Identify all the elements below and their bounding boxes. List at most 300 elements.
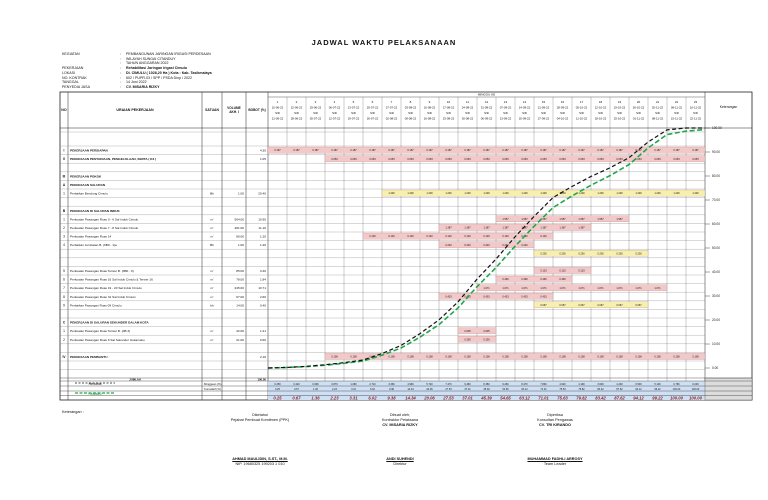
cumulative-value: 37.01 <box>464 388 471 391</box>
cumulative-big: 20.06 <box>424 395 435 401</box>
week-number: 6 <box>371 100 374 104</box>
bar-value: 0.108 <box>407 355 414 359</box>
bar-value: 0.460 <box>521 278 528 282</box>
bar-value: 0.187 <box>331 149 338 153</box>
cumulative-big: 3.31 <box>349 395 358 401</box>
week-sd: S/D <box>484 111 489 115</box>
weekly-value: 2.710 <box>369 383 376 386</box>
weekly-value: 0.250 <box>274 383 281 386</box>
week-sd: S/D <box>465 111 470 115</box>
summary-total-label: JUMLAH <box>129 377 141 382</box>
weekly-value: 4.200 <box>616 383 623 386</box>
cumulative-value: 6.02 <box>370 388 375 391</box>
scale-label: 70.00 <box>712 198 720 203</box>
bar-value: 1.200 <box>388 192 395 196</box>
weekly-value: 0.780 <box>673 383 680 386</box>
week-sd: S/D <box>617 111 622 115</box>
week-start: 21-09-22 <box>537 105 550 110</box>
week-start: 07-09-22 <box>499 105 512 110</box>
row-satuan: m' <box>210 294 214 299</box>
bar-value: 1.071 <box>521 286 528 290</box>
weekly-value: 7.890 <box>540 383 547 386</box>
cumulative-big: 9.38 <box>387 395 396 401</box>
week-start: 05-10-22 <box>575 105 588 110</box>
info-colon: : <box>120 75 121 80</box>
weekly-value: 6.500 <box>635 383 642 386</box>
bar-value: 1.200 <box>540 192 547 196</box>
bar-value: 0.187 <box>483 149 490 153</box>
bar-value: 0.187 <box>464 149 471 153</box>
weekly-value: 4.620 <box>559 383 566 386</box>
header-uraian: URAIAN PEKERJAAN <box>116 108 154 112</box>
row-satuan: Bh <box>210 191 214 196</box>
cumulative-value: 1.36 <box>313 388 318 391</box>
bar-value: 0.133 <box>559 269 566 273</box>
bar-value: 0.300 <box>483 338 490 342</box>
week-end: 23-08-22 <box>442 116 455 121</box>
bar-value: 0.067 <box>540 304 547 307</box>
info-value: PEMBANGUNAN JARINGAN IRIGASI PERDESAAN <box>126 52 211 56</box>
week-number: 20 <box>636 100 641 104</box>
scale-label: 0.00 <box>712 366 719 371</box>
bar-value: 1.387 <box>559 226 566 230</box>
cumulative-big: 14.34 <box>405 395 416 401</box>
bar-value: 0.187 <box>692 149 699 153</box>
cumulative-value: 100.00 <box>672 388 681 391</box>
sig-role1: Diperiksa <box>547 413 563 417</box>
cumulative-big: 2.23 <box>330 395 339 401</box>
week-number: 9 <box>428 100 431 104</box>
week-start: 12-10-22 <box>594 105 607 110</box>
weekly-value: 9.260 <box>502 383 509 386</box>
row-volume: 80.00 <box>236 234 244 239</box>
week-start: 10-08-22 <box>423 105 436 110</box>
week-number: 18 <box>598 100 603 104</box>
row-no: 1 <box>63 329 65 334</box>
sig-name: AHMAD MAULIDIN, S.ST., M.M. <box>232 457 288 461</box>
cumulative-value: 20.06 <box>426 388 433 391</box>
bar-value: 0.133 <box>578 269 585 273</box>
bar-value: 1.200 <box>654 192 661 196</box>
row-no: B <box>62 208 66 213</box>
weekly-value: 4.960 <box>407 383 414 386</box>
bar-value: 0.108 <box>521 355 528 359</box>
bar-value: 1.387 <box>578 226 585 230</box>
info-colon: : <box>120 80 121 85</box>
row-label: PEKERJAAN PENYEDIAAN, PENGELOLAAN, SERTA ( K3 ) <box>70 157 157 162</box>
scale-label: 30.00 <box>712 294 720 299</box>
bar-value: 0.067 <box>635 304 642 307</box>
bar-value: 0.187 <box>274 149 281 153</box>
row-no: 3 <box>63 234 65 239</box>
bar-value: 1.071 <box>540 286 547 290</box>
bar-value: 1.200 <box>673 192 680 196</box>
row-satuan: Bh <box>210 243 214 248</box>
summary-ket-fill <box>705 378 752 400</box>
bar-value: 0.067 <box>597 304 604 307</box>
weekly-value: 3.600 <box>597 383 604 386</box>
week-number: 7 <box>390 100 393 104</box>
bar-value: 1.071 <box>616 286 623 290</box>
info-colon: : <box>120 56 121 61</box>
week-end: 05-07-22 <box>309 116 322 121</box>
week-number: 4 <box>333 100 336 104</box>
sig-id: Team Leader <box>543 462 567 466</box>
cumulative-big: 83.42 <box>595 395 606 401</box>
week-start: 02-11-22 <box>651 105 664 110</box>
cumulative-value: 100.00 <box>691 388 700 391</box>
bar-value: 0.053 <box>540 157 547 161</box>
weekly-value: 0.690 <box>312 383 319 386</box>
row-satuan: m' <box>210 234 214 239</box>
summary-rencana: Rencana <box>88 382 102 386</box>
bar-value: 0.187 <box>369 149 376 153</box>
bar-value: 0.240 <box>483 243 490 247</box>
header-keterangan: Keterangan <box>719 105 738 109</box>
bar-value: 1.387 <box>445 226 452 230</box>
bar-value: 0.187 <box>293 149 300 153</box>
week-start: 26-10-22 <box>632 105 645 110</box>
info-key: PENYEDIA JASA <box>62 84 90 89</box>
bar-value: 1.071 <box>578 286 585 290</box>
progress-bar <box>325 353 705 359</box>
bar-value: 0.053 <box>673 157 680 161</box>
progress-bar <box>439 224 591 230</box>
bar-value: 0.120 <box>426 235 433 239</box>
week-start: 24-08-22 <box>461 105 474 110</box>
cumulative-value: 87.62 <box>616 388 623 391</box>
bar-value: 0.187 <box>578 149 585 153</box>
bar-value: 0.108 <box>350 355 357 359</box>
bar-value: 1.071 <box>483 286 490 290</box>
bar-value: 0.067 <box>616 304 623 307</box>
bar-value: 0.053 <box>521 157 528 161</box>
row-volume: 78.00 <box>236 277 244 282</box>
sig-role1: Diketahui <box>252 413 268 417</box>
cumulative-big: 45.39 <box>481 395 492 401</box>
summary-total-bobot: 100.00 <box>257 377 266 382</box>
cumulative-value: 14.34 <box>407 388 414 391</box>
row-bobot: 1.20 <box>259 243 266 248</box>
cumulative-value: 0.25 <box>275 388 280 391</box>
week-end: 11-10-22 <box>575 116 588 121</box>
bar-value: 0.433 <box>521 295 528 299</box>
info-colon: : <box>120 66 121 71</box>
weekly-value: 7.470 <box>445 383 452 386</box>
bar-value: 0.053 <box>369 157 376 161</box>
cumulative-value: 3.31 <box>351 388 356 391</box>
bar-value: 0.240 <box>521 243 528 247</box>
bar-value: 0.120 <box>407 235 414 239</box>
bar-value: 0.053 <box>654 157 661 161</box>
cumulative-big: 87.62 <box>614 395 625 401</box>
cumulative-big: 99.22 <box>652 395 663 401</box>
bar-value: 0.433 <box>502 295 509 299</box>
week-end: 28-06-22 <box>290 116 303 121</box>
bar-value: 0.108 <box>445 355 452 359</box>
info-colon: : <box>120 84 121 89</box>
bar-value: 1.387 <box>540 226 547 230</box>
summary-per-minggu: Mingguan (%) <box>204 382 222 386</box>
header-satuan: SATUAN <box>205 108 219 112</box>
bar-value: 0.187 <box>502 149 509 153</box>
week-start: 17-08-22 <box>442 105 455 110</box>
bar-value: 0.120 <box>540 235 547 239</box>
info-key: KEGIATAN <box>62 52 80 56</box>
row-label: PEKERJAAN SALURAN <box>70 183 106 187</box>
bar-value: 0.053 <box>331 157 338 161</box>
row-volume: 1.00 <box>237 191 244 196</box>
scale-label: 80.00 <box>712 174 720 179</box>
week-number: 19 <box>617 100 622 104</box>
row-no: 1 <box>63 191 65 196</box>
bar-value: 0.187 <box>521 149 528 153</box>
bar-value: 0.108 <box>369 355 376 359</box>
row-no: III <box>62 174 66 179</box>
signature-ppk <box>200 413 320 467</box>
row-label: Perkuatan Pasangan Ruas 7 - 8 Sal Induk Cimulu <box>70 226 139 230</box>
bar-value: 0.187 <box>312 149 319 153</box>
row-label: Perkuatan Pasangan Ruas 14 <box>70 234 112 239</box>
bar-value: 0.053 <box>559 157 566 161</box>
cumulative-big: 63.12 <box>519 395 530 401</box>
week-start: 16-11-22 <box>689 105 702 110</box>
bar-value: 0.187 <box>426 149 433 153</box>
row-satuan: m' <box>210 217 214 222</box>
bar-value: 0.053 <box>692 157 699 161</box>
row-label: PEKERJAAN PEMBANTU <box>70 355 108 359</box>
week-start: 14-09-22 <box>518 105 531 110</box>
bar-value: 1.071 <box>597 286 604 290</box>
sig-name: ANDI SUHENDI <box>386 457 414 461</box>
header-volume: VOLUME <box>227 106 241 110</box>
row-satuan: m' <box>210 269 214 273</box>
weekly-value: 8.380 <box>483 383 490 386</box>
bar-value: 1.557 <box>597 218 604 221</box>
info-key: LOKASI <box>62 70 75 75</box>
cumulative-big: 71.01 <box>538 395 549 401</box>
weekly-value: 0.870 <box>331 383 338 386</box>
bar-value: 0.108 <box>654 355 661 359</box>
row-volume: 14.00 <box>236 303 244 308</box>
row-bobot: 0.60 <box>259 337 266 342</box>
weekly-value: 8.470 <box>521 383 528 386</box>
week-number: 23 <box>693 100 698 104</box>
sig-name: MUHAMMAD FADHLI ARROSY <box>527 457 583 461</box>
signature-kontraktor <box>340 413 460 467</box>
week-sd: S/D <box>655 111 660 115</box>
bar-value: 0.187 <box>559 149 566 153</box>
row-bobot: 10.90 <box>258 217 266 222</box>
week-sd: S/D <box>332 111 337 115</box>
bar-value: 0.200 <box>635 252 642 256</box>
cumulative-value: 63.12 <box>521 388 528 391</box>
bar-value: 0.108 <box>331 355 338 359</box>
bar-value: 1.557 <box>559 218 566 221</box>
info-value: DI. CIMULU ( 1028,20 Ha ) Kota : Kab. Tasikmalaya <box>126 70 212 75</box>
bar-value: 0.108 <box>464 355 471 359</box>
weekly-value: 3.360 <box>388 383 395 386</box>
bar-value: 1.387 <box>464 226 471 230</box>
bar-value: 1.557 <box>540 218 547 221</box>
bar-value: 0.120 <box>521 235 528 239</box>
row-label: Perkuatan Pasangan Ruas 31 Sal Induk Cimulu <box>70 294 136 299</box>
week-number: 8 <box>409 100 412 104</box>
cumulative-value: 71.01 <box>540 388 547 391</box>
bar-value: 0.200 <box>559 252 566 256</box>
row-satuan: m' <box>210 286 214 291</box>
bar-value: 0.187 <box>540 149 547 153</box>
signature-konsultan <box>495 413 615 467</box>
row-no: 6 <box>63 277 65 282</box>
info-key: PEKERJAAN <box>62 66 84 71</box>
header-no: NO <box>61 108 67 112</box>
row-volume: 67.00 <box>236 294 244 299</box>
row-bobot: 1.20 <box>259 234 266 239</box>
week-end: 26-07-22 <box>366 116 379 121</box>
weekly-value: 4.190 <box>578 383 585 386</box>
header-minggu: MINGGU KE <box>477 92 496 97</box>
week-end: 04-10-22 <box>556 116 569 121</box>
week-sd: S/D <box>275 111 280 115</box>
week-start: 27-07-22 <box>385 105 398 110</box>
cumulative-big: 27.53 <box>443 395 454 401</box>
row-no: C <box>62 320 66 325</box>
week-number: 17 <box>579 100 584 104</box>
bar-value: 0.187 <box>350 149 357 153</box>
row-label: Perkuatan Pasangan Ruas 16 Sal Induk Cimulu & Tersier 16 <box>70 277 153 282</box>
bar-value: 0.108 <box>616 355 623 359</box>
cumulative-big: 0.67 <box>292 395 301 401</box>
row-no: IV <box>62 355 66 359</box>
bar-value: 0.120 <box>388 235 395 239</box>
week-start: 15-06-22 <box>271 105 284 110</box>
week-end: 06-09-22 <box>480 116 493 121</box>
row-no: I <box>63 148 65 153</box>
week-start: 19-10-22 <box>613 105 626 110</box>
sig-role2: Pejabat Pembuat Komitmen (PPK) <box>230 418 290 422</box>
weekly-value: 9.480 <box>464 383 471 386</box>
week-sd: S/D <box>313 111 318 115</box>
progress-bar <box>439 293 553 299</box>
week-number: 2 <box>295 100 298 104</box>
bar-value: 0.240 <box>464 243 471 247</box>
week-end: 08-11-22 <box>651 116 664 121</box>
sig-role1: Dibuat oleh, <box>389 413 411 417</box>
cumulative-value: 94.12 <box>635 388 642 391</box>
bar-value: 0.108 <box>597 355 604 359</box>
week-number: 10 <box>446 100 451 104</box>
bar-value: 0.433 <box>540 295 547 299</box>
bar-value: 1.387 <box>521 226 528 230</box>
row-bobot: 2.60 <box>259 294 266 299</box>
row-bobot: 0.40 <box>259 303 266 308</box>
bar-value: 1.200 <box>635 192 642 196</box>
bar-value: 0.240 <box>502 243 509 247</box>
info-value: WILAYAH SUNGAI CITANDUY <box>126 56 176 61</box>
bar-value: 1.387 <box>483 226 490 230</box>
row-volume: 245.00 <box>234 286 244 291</box>
week-end: 21-06-22 <box>271 116 284 121</box>
bar-value: 0.067 <box>578 304 585 307</box>
row-volume: 1.00 <box>237 243 244 248</box>
week-end: 20-09-22 <box>518 116 531 121</box>
week-number: 1 <box>276 100 279 104</box>
sig-id: Direktur <box>393 462 407 466</box>
info-value: 602 / PUPR.03 / SPP / PSDA Dinp / 2022 <box>126 75 193 80</box>
bar-value: 0.433 <box>464 295 471 299</box>
weekly-value: 0.420 <box>293 383 300 386</box>
weekly-value: 5.720 <box>426 383 433 386</box>
scale-label: 90.00 <box>712 150 720 155</box>
week-start: 09-11-22 <box>670 105 683 110</box>
bar-value: 0.240 <box>445 243 452 247</box>
cumulative-value: 27.53 <box>445 388 452 391</box>
week-sd: S/D <box>560 111 565 115</box>
week-sd: S/D <box>446 111 451 115</box>
bar-value: 1.200 <box>578 192 585 196</box>
bar-value: 1.200 <box>426 192 433 196</box>
row-label: Perkuatan Pasangan Ruas 0 - 6 Sal Induk Cimulu <box>70 217 139 222</box>
info-value: 14 Juni 2022 <box>126 80 147 85</box>
cumulative-big: 100.00 <box>670 395 683 401</box>
week-number: 5 <box>352 100 355 104</box>
cumulative-big: 94.12 <box>633 395 644 401</box>
bar-value: 0.460 <box>502 278 509 282</box>
bar-value: 1.557 <box>502 218 509 221</box>
week-end: 16-08-22 <box>423 116 436 121</box>
bar-value: 1.071 <box>654 286 661 290</box>
bar-value: 0.108 <box>483 355 490 359</box>
cumulative-value: 75.63 <box>559 388 566 391</box>
bar-value: 0.120 <box>445 235 452 239</box>
summary-realisasi: Realisasi <box>88 392 102 396</box>
bar-value: 0.187 <box>673 149 680 153</box>
cumulative-big: 6.02 <box>368 395 377 401</box>
info-key: TANGGAL <box>62 80 79 85</box>
bar-value: 0.053 <box>635 157 642 161</box>
row-volume: 32.00 <box>236 329 244 334</box>
row-bobot: 1.21 <box>259 329 266 334</box>
bar-value: 1.200 <box>559 192 566 196</box>
bar-value: 0.053 <box>407 157 414 161</box>
scale-label: 50.00 <box>712 246 720 251</box>
row-no: 4 <box>63 243 65 248</box>
info-key: NO. KONTRAK <box>62 75 87 80</box>
cumulative-value: 9.38 <box>389 388 394 391</box>
week-start: 20-07-22 <box>366 105 379 110</box>
week-sd: S/D <box>351 111 356 115</box>
cumulative-big: 79.82 <box>576 395 587 401</box>
bar-value: 1.387 <box>502 226 509 230</box>
info-colon: : <box>120 61 121 66</box>
keterangan-label: Keterangan : <box>62 410 84 414</box>
row-no: A <box>62 183 66 187</box>
row-satuan: m' <box>210 329 214 334</box>
bar-value: 0.120 <box>369 235 376 239</box>
week-start: 03-08-22 <box>404 105 417 110</box>
info-colon: : <box>120 70 121 75</box>
row-volume: 481.00 <box>234 226 244 230</box>
row-label: Perbaikan Pasangan Ruas 09 Cimulu <box>70 303 122 308</box>
row-satuan: bh <box>210 303 214 308</box>
week-start: 13-07-22 <box>347 105 360 110</box>
cumulative-big: 37.01 <box>462 395 473 401</box>
week-sd: S/D <box>370 111 375 115</box>
row-label: Perkuatan Pasangan Ruas Tersier B. (0B0 - 9) <box>70 269 134 273</box>
row-no: 7 <box>63 286 65 291</box>
bar-value: 0.053 <box>578 157 585 161</box>
